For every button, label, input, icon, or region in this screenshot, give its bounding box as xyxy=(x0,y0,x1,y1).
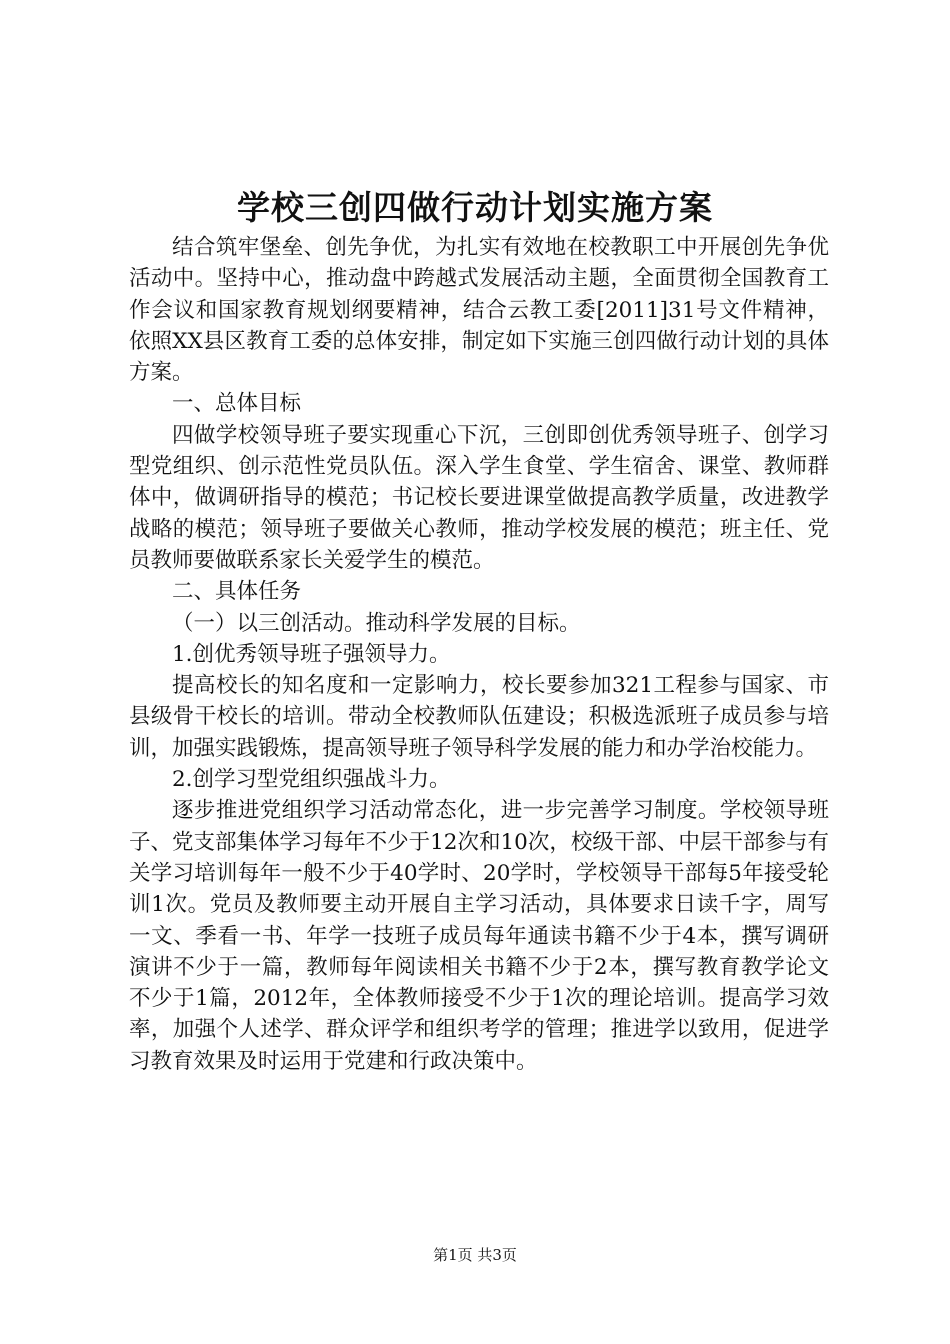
learning-organization-paragraph: 逐步推进党组织学习活动常态化，进一步完善学习制度。学校领导班子、党支部集体学习每年不少于12次和10次，校级干部、中层干部参与有关学习培训每年一般不少于40学时、20学时，学校领导干部每5年接受轮训1次。党员及教师要主动开展自主学习活动，具体要求日读千字，周写一文、季看一书、年学一技班子成员每年通读书籍不少于4本，撰写调研演讲不少于一篇，教师每年阅读相关书籍不少于2本，撰写教育教学论文不少于1篇，2012年，全体教师接受不少于1次的理论培训。提高学习效率，加强个人述学、群众评学和组织考学的管理；推进学以致用，促进学习教育效果及时运用于党建和行政决策中。 xyxy=(129,798,829,1074)
document-title: 学校三创四做行动计划实施方案 xyxy=(237,188,713,227)
section-heading-overall-goal: 一、总体目标 xyxy=(172,391,302,417)
page-number-footer: 第1页 共3页 xyxy=(433,1246,517,1264)
section-heading-specific-tasks: 二、具体任务 xyxy=(172,579,302,605)
overall-goal-paragraph: 四做学校领导班子要实现重心下沉，三创即创优秀领导班子、创学习型党组织、创示范性党员队伍。深入学生食堂、学生宿舍、课堂、教师群体中，做调研指导的模范；书记校长要进课堂做提高教学质量，改进教学战略的模范；领导班子要做关心教师，推动学校发展的模范；班主任、党员教师要做联系家长关爱学生的模范。 xyxy=(129,422,829,573)
leadership-paragraph: 提高校长的知名度和一定影响力，校长要参加321工程参与国家、市县级骨干校长的培训。带动全校教师队伍建设；积极选派班子成员参与培训，加强实践锻炼，提高领导班子领导科学发展的能力和办学治校能力。 xyxy=(129,673,829,761)
intro-paragraph: 结合筑牢堡垒、创先争优，为扎实有效地在校教职工中开展创先争优活动中。坚持中心，推动盘中跨越式发展活动主题，全面贯彻全国教育工作会议和国家教育规划纲要精神，结合云教工委[2011]31号文件精神，依照XX县区教育工委的总体安排，制定如下实施三创四做行动计划的具体方案。 xyxy=(129,235,829,386)
subsection-heading-three-creations: （一）以三创活动。推动科学发展的目标。 xyxy=(172,610,581,636)
document-body xyxy=(129,232,829,1077)
item-heading-learning-organization: 2.创学习型党组织强战斗力。 xyxy=(172,767,451,793)
item-heading-leadership: 1.创优秀领导班子强领导力。 xyxy=(172,641,451,667)
